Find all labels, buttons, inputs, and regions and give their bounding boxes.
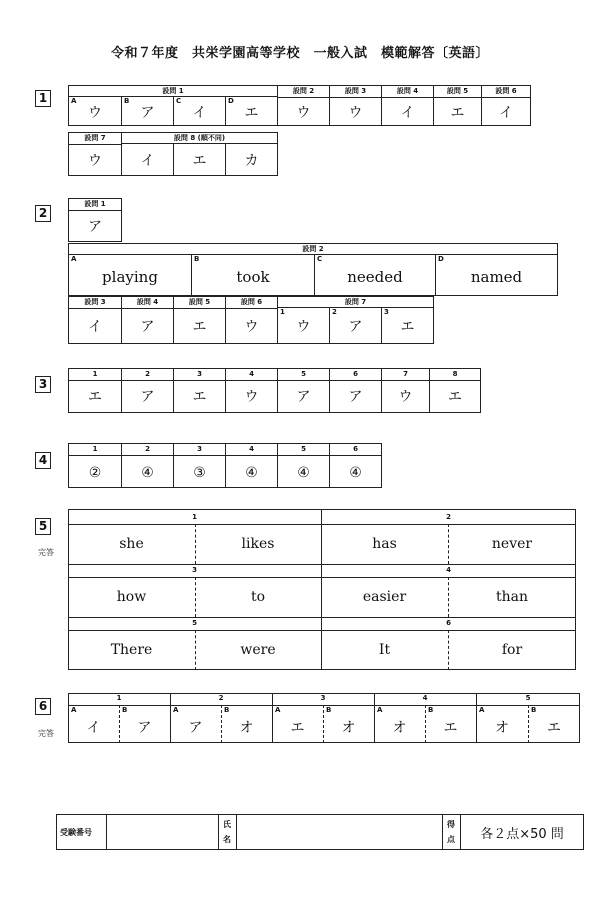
q5-answer: never xyxy=(491,536,533,552)
q3-cell-1: 1 エ xyxy=(68,368,122,413)
q5-answer: likes xyxy=(241,536,275,552)
name-label-1: 氏 xyxy=(223,820,231,829)
page-title: 令和７年度 共栄学園高等学校 一般入試 模範解答〔英語〕 xyxy=(110,46,489,61)
q3-cell-5: 5 ア xyxy=(277,368,330,413)
question-number-6: 6 xyxy=(35,698,51,715)
q6-header: 2 xyxy=(218,694,224,702)
q5-answer: how xyxy=(116,589,147,605)
q3-cell-8: 8 エ xyxy=(429,368,481,413)
q2-set3: 設問 3 イ xyxy=(68,296,122,344)
q2-set2-header: 設問 2 xyxy=(68,243,558,255)
q6-label-b: B xyxy=(531,706,537,714)
q6-header: 3 xyxy=(320,694,326,702)
question-number-2: 2 xyxy=(35,205,51,222)
score-label-2: 点 xyxy=(447,835,455,844)
q6-label-a: A xyxy=(275,706,281,714)
q1-set8-header: 設問 8 (順不同) xyxy=(121,132,278,144)
q5-header-1: 1 xyxy=(192,513,197,521)
q4-cell-4: 4 ④ xyxy=(225,443,278,488)
q1-set2: 設問 2 ウ xyxy=(277,85,330,126)
q6-answer: ア xyxy=(137,720,152,736)
score-label-1: 得 xyxy=(447,820,455,829)
question-number-1: 1 xyxy=(35,90,51,107)
q6-header: 4 xyxy=(422,694,428,702)
q2-answer-b: B took xyxy=(191,254,315,296)
q5-divider xyxy=(68,524,576,525)
q5-complete-note: 完答 xyxy=(38,548,54,557)
q6-label-b: B xyxy=(122,706,128,714)
q3-cell-6: 6 ア xyxy=(329,368,382,413)
q4-cell-1: 1 ② xyxy=(68,443,122,488)
q2-set4: 設問 4 ア xyxy=(121,296,174,344)
q5-header-2: 2 xyxy=(446,513,451,521)
q1-set8-answer-1: イ xyxy=(121,143,174,176)
q6-label-a: A xyxy=(377,706,383,714)
q6-answer: ア xyxy=(188,720,203,736)
question-number-3: 3 xyxy=(35,376,51,393)
q2-answer-d: D named xyxy=(435,254,558,296)
q1-set1-header: 設問 1 xyxy=(68,85,278,97)
q2-set7-answer-1: 1 ウ xyxy=(277,307,330,344)
q1-set6: 設問 6 イ xyxy=(481,85,531,126)
question-number-4: 4 xyxy=(35,452,51,469)
name-field[interactable] xyxy=(237,815,441,849)
q6-label-b: B xyxy=(326,706,332,714)
q6-answer: オ xyxy=(495,720,509,736)
q1-answer-d: D エ xyxy=(225,96,278,126)
q1-set5: 設問 5 エ xyxy=(433,85,482,126)
q2-answer-c: C needed xyxy=(314,254,436,296)
q2-set7-answer-2: 2 ア xyxy=(329,307,382,344)
q1-set4: 設問 4 イ xyxy=(381,85,434,126)
q6-label-a: A xyxy=(71,706,77,714)
name-label-2: 名 xyxy=(223,835,231,844)
q6-answer: エ xyxy=(443,720,458,736)
exam-number-label: 受験番号 xyxy=(60,828,92,837)
q2-set7-answer-3: 3 エ xyxy=(381,307,434,344)
q4-cell-3: 3 ③ xyxy=(173,443,226,488)
q5-answer: It xyxy=(378,642,391,658)
q2-set7-header: 設問 7 xyxy=(277,296,434,308)
question-number-5: 5 xyxy=(35,518,51,535)
q6-answer: エ xyxy=(290,720,305,736)
q4-cell-5: 5 ④ xyxy=(277,443,330,488)
q3-cell-3: 3 エ xyxy=(173,368,226,413)
q2-set1: 設問 1 ア xyxy=(68,198,122,242)
q1-set3: 設問 3 ウ xyxy=(329,85,382,126)
q6-answer: オ xyxy=(392,720,407,736)
footer-divider xyxy=(460,814,461,850)
q5-answer: for xyxy=(501,642,523,658)
q5-answer: were xyxy=(240,642,276,658)
q6-answer: オ xyxy=(239,720,254,736)
q5-answer: she xyxy=(119,536,144,552)
q3-cell-4: 4 ウ xyxy=(225,368,278,413)
q6-complete-note: 完答 xyxy=(38,729,54,738)
q2-set6: 設問 6 ウ xyxy=(225,296,278,344)
q5-divider xyxy=(68,630,576,631)
q4-cell-2: 2 ④ xyxy=(121,443,174,488)
q1-answer-a: A ウ xyxy=(68,96,122,126)
footer-divider xyxy=(442,814,443,850)
q1-set8-answer-2: エ xyxy=(173,143,226,176)
q5-header-3: 3 xyxy=(192,566,197,574)
q6-header: 1 xyxy=(116,694,122,702)
q5-answer: easier xyxy=(362,589,407,605)
q5-header-4: 4 xyxy=(446,566,451,574)
q4-cell-6: 6 ④ xyxy=(329,443,382,488)
q1-set8-answer-3: カ xyxy=(225,143,278,176)
q6-answer: オ xyxy=(341,720,356,736)
q1-answer-b: B ア xyxy=(121,96,174,126)
q6-label-a: A xyxy=(479,706,485,714)
q5-header-5: 5 xyxy=(192,619,197,627)
q5-answer: has xyxy=(372,536,397,552)
q3-cell-7: 7 ウ xyxy=(381,368,430,413)
q5-divider xyxy=(68,577,576,578)
footer-divider xyxy=(218,814,219,850)
q6-label-b: B xyxy=(428,706,434,714)
q2-answer-a: A playing xyxy=(68,254,192,296)
q5-answer: to xyxy=(250,589,266,605)
q6-answer: イ xyxy=(86,720,101,736)
q1-set7: 設問 7 ウ xyxy=(68,132,122,176)
q6-label-b: B xyxy=(224,706,230,714)
q2-set5: 設問 5 エ xyxy=(173,296,226,344)
q1-answer-c: C イ xyxy=(173,96,226,126)
q6-label-a: A xyxy=(173,706,179,714)
q3-cell-2: 2 ア xyxy=(121,368,174,413)
q6-divider xyxy=(68,705,580,706)
q5-answer: than xyxy=(495,589,528,605)
q6-header: 5 xyxy=(525,694,531,702)
exam-number-field[interactable] xyxy=(107,815,217,849)
q6-answer: エ xyxy=(547,720,561,736)
points-note: 各２点×50 問 xyxy=(480,827,564,842)
q5-header-6: 6 xyxy=(446,619,451,627)
q5-answer: There xyxy=(110,642,153,658)
